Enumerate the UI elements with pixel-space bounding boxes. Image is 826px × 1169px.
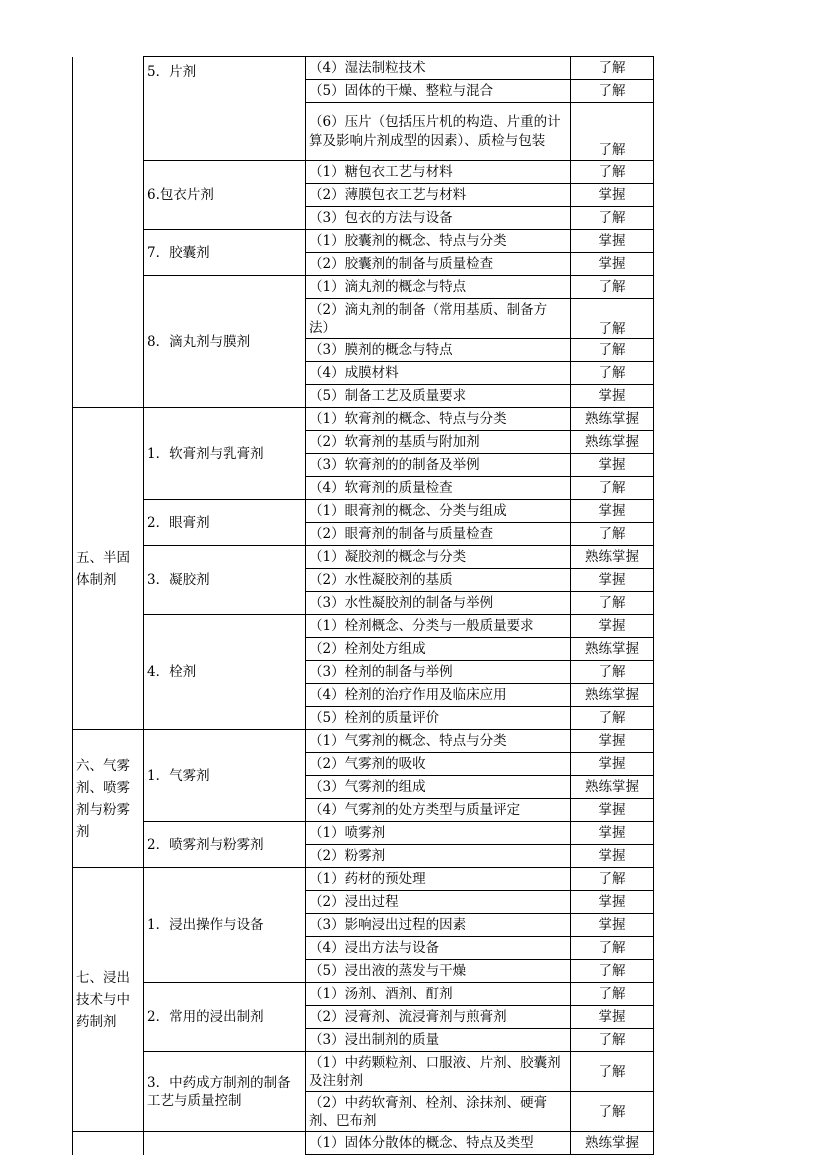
unit-cell: 五、半固体制剂 (73, 408, 144, 730)
level-cell: 了解 (571, 1029, 654, 1052)
item-cell: （2）气雾剂的吸收 (306, 753, 571, 776)
level-cell: 掌握 (571, 184, 654, 207)
section-cell: 2．喷雾剂与粉雾剂 (144, 822, 306, 868)
unit-cell (73, 57, 144, 408)
item-cell: （2）粉雾剂 (306, 845, 571, 868)
level-cell: 掌握 (571, 385, 654, 408)
item-cell: （1）滴丸剂的概念与特点 (306, 276, 571, 299)
item-cell: （2）水性凝胶剂的基质 (306, 569, 571, 592)
level-cell: 掌握 (571, 753, 654, 776)
level-cell: 熟练掌握 (571, 1132, 654, 1155)
item-cell: （1）栓剂概念、分类与一般质量要求 (306, 615, 571, 638)
item-cell: （3）软膏剂的的制备及举例 (306, 454, 571, 477)
level-cell: 了解 (571, 592, 654, 615)
item-cell: （1）固体分散体的概念、特点及类型 (306, 1132, 571, 1155)
item-cell: （1）中药颗粒剂、口服液、片剂、胶囊剂及注射剂 (306, 1052, 571, 1092)
item-cell: （1）眼膏剂的概念、分类与组成 (306, 500, 571, 523)
level-cell: 了解 (571, 80, 654, 103)
item-cell: （5）固体的干燥、整粒与混合 (306, 80, 571, 103)
level-cell: 了解 (571, 868, 654, 891)
level-cell: 掌握 (571, 1006, 654, 1029)
level-cell: 掌握 (571, 454, 654, 477)
item-cell: （2）软膏剂的基质与附加剂 (306, 431, 571, 454)
item-cell: （2）浸膏剂、流浸膏剂与煎膏剂 (306, 1006, 571, 1029)
item-cell: （6）压片（包括压片机的构造、片重的计算及影响片剂成型的因素）、质检与包装 (306, 103, 571, 161)
level-cell: 掌握 (571, 569, 654, 592)
item-cell: （5）浸出液的蒸发与干燥 (306, 960, 571, 983)
level-cell: 熟练掌握 (571, 638, 654, 661)
level-cell: 了解 (571, 57, 654, 80)
section-cell: 2．常用的浸出制剂 (144, 983, 306, 1052)
item-cell: （1）汤剂、酒剂、酊剂 (306, 983, 571, 1006)
item-cell: （3）浸出制剂的质量 (306, 1029, 571, 1052)
item-cell: （1）软膏剂的概念、特点与分类 (306, 408, 571, 431)
item-cell: （1）喷雾剂 (306, 822, 571, 845)
item-cell: （3）栓剂的制备与举例 (306, 661, 571, 684)
item-cell: （2）中药软膏剂、栓剂、涂抹剂、硬膏剂、巴布剂 (306, 1092, 571, 1132)
item-cell: （5）制备工艺及质量要求 (306, 385, 571, 408)
item-cell: （4）软膏剂的质量检查 (306, 477, 571, 500)
item-cell: （1）药材的预处理 (306, 868, 571, 891)
level-cell: 掌握 (571, 615, 654, 638)
unit-cell: 七、浸出技术与中药制剂 (73, 868, 144, 1132)
section-cell: 6.包衣片剂 (144, 161, 306, 230)
level-cell: 熟练掌握 (571, 684, 654, 707)
level-cell: 掌握 (571, 253, 654, 276)
unit-cell: 六、气雾剂、喷雾剂与粉雾剂 (73, 730, 144, 868)
level-cell: 熟练掌握 (571, 408, 654, 431)
item-cell: （3）包衣的方法与设备 (306, 207, 571, 230)
level-cell: 了解 (571, 937, 654, 960)
item-cell: （2）浸出过程 (306, 891, 571, 914)
item-cell: （1）胶囊剂的概念、特点与分类 (306, 230, 571, 253)
level-cell: 掌握 (571, 891, 654, 914)
item-cell: （1）糖包衣工艺与材料 (306, 161, 571, 184)
section-cell: 1．浸出操作与设备 (144, 868, 306, 983)
unit-cell (73, 1132, 144, 1155)
item-cell: （2）栓剂处方组成 (306, 638, 571, 661)
level-cell: 了解 (571, 103, 654, 161)
level-cell: 掌握 (571, 822, 654, 845)
item-cell: （2）眼膏剂的制备与质量检查 (306, 523, 571, 546)
item-cell: （3）膜剂的概念与特点 (306, 339, 571, 362)
level-cell: 掌握 (571, 799, 654, 822)
level-cell: 了解 (571, 362, 654, 385)
item-cell: （2）滴丸剂的制备（常用基质、制备方法） (306, 299, 571, 339)
level-cell: 了解 (571, 299, 654, 339)
level-cell: 了解 (571, 339, 654, 362)
section-cell: 8．滴丸剂与膜剂 (144, 276, 306, 408)
section-cell: 2．眼膏剂 (144, 500, 306, 546)
level-cell: 熟练掌握 (571, 776, 654, 799)
level-cell: 了解 (571, 661, 654, 684)
level-cell: 了解 (571, 707, 654, 730)
section-cell: 3．凝胶剂 (144, 546, 306, 615)
item-cell: （4）气雾剂的处方类型与质量评定 (306, 799, 571, 822)
level-cell: 了解 (571, 523, 654, 546)
item-cell: （1）凝胶剂的概念与分类 (306, 546, 571, 569)
level-cell: 了解 (571, 161, 654, 184)
syllabus-table (72, 56, 654, 1155)
level-cell: 掌握 (571, 230, 654, 253)
item-cell: （2）胶囊剂的制备与质量检查 (306, 253, 571, 276)
item-cell: （2）薄膜包衣工艺与材料 (306, 184, 571, 207)
level-cell: 了解 (571, 960, 654, 983)
item-cell: （4）浸出方法与设备 (306, 937, 571, 960)
item-cell: （3）水性凝胶剂的制备与举例 (306, 592, 571, 615)
level-cell: 熟练掌握 (571, 431, 654, 454)
section-cell: 7．胶囊剂 (144, 230, 306, 276)
item-cell: （3）影响浸出过程的因素 (306, 914, 571, 937)
section-cell: 1．气雾剂 (144, 730, 306, 822)
section-cell: 5．片剂 (144, 57, 306, 161)
section-cell: 4．栓剂 (144, 615, 306, 730)
level-cell: 掌握 (571, 845, 654, 868)
item-cell: （4）栓剂的治疗作用及临床应用 (306, 684, 571, 707)
level-cell: 掌握 (571, 730, 654, 753)
item-cell: （4）湿法制粒技术 (306, 57, 571, 80)
item-cell: （3）气雾剂的组成 (306, 776, 571, 799)
level-cell: 熟练掌握 (571, 546, 654, 569)
level-cell: 了解 (571, 1052, 654, 1092)
item-cell: （4）成膜材料 (306, 362, 571, 385)
item-cell: （1）气雾剂的概念、特点与分类 (306, 730, 571, 753)
level-cell: 了解 (571, 477, 654, 500)
section-cell: 1．软膏剂与乳膏剂 (144, 408, 306, 500)
level-cell: 了解 (571, 207, 654, 230)
level-cell: 了解 (571, 1092, 654, 1132)
level-cell: 掌握 (571, 914, 654, 937)
level-cell: 掌握 (571, 500, 654, 523)
section-cell: 3．中药成方制剂的制备工艺与质量控制 (144, 1052, 306, 1132)
section-cell (144, 1132, 306, 1155)
level-cell: 了解 (571, 276, 654, 299)
level-cell: 了解 (571, 983, 654, 1006)
item-cell: （5）栓剂的质量评价 (306, 707, 571, 730)
